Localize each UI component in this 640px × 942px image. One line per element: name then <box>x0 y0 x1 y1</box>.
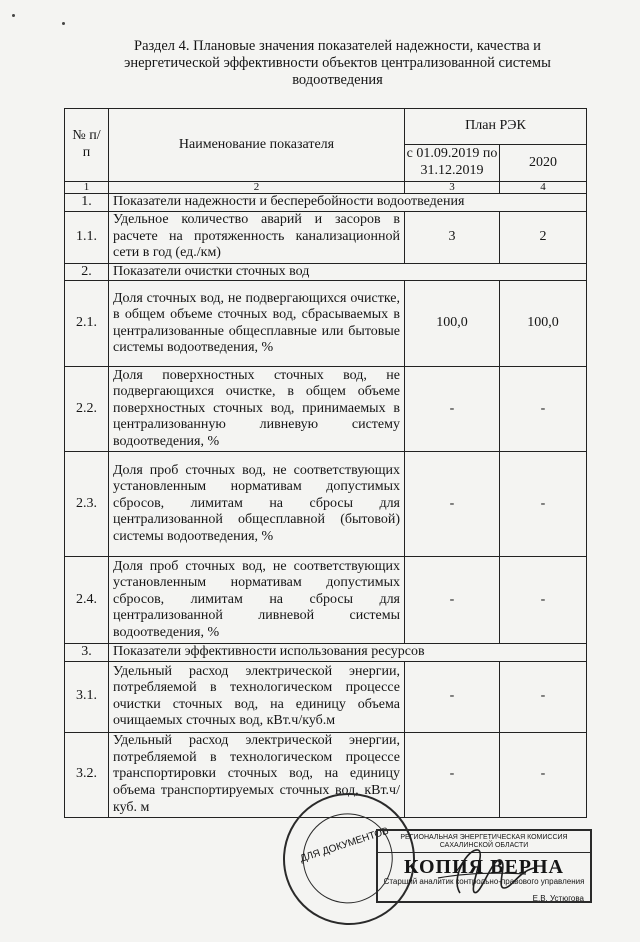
stamp-certified-copy: КОПИЯ ВЕРНА <box>403 856 564 878</box>
row-number: 3. <box>65 644 109 662</box>
header-period: с 01.09.2019 по 31.12.2019 <box>405 145 500 182</box>
plan-value-2020: 100,0 <box>500 281 587 367</box>
colnum: 4 <box>500 182 587 194</box>
plan-value-2020: - <box>500 732 587 817</box>
indicators-table <box>64 108 587 818</box>
indicator-name: Доля проб сточных вод, не соответствующих установленным нормативам допустимых сбросов, лимитам на сбросы для централизованной ливневой системы водоотведения, % <box>109 557 405 644</box>
plan-value-period: 3 <box>405 211 500 263</box>
scan-speck <box>62 22 65 25</box>
indicator-name: Показатели надежности и бесперебойности водоотведения <box>109 194 587 212</box>
row-number: 1. <box>65 194 109 212</box>
indicator-name: Доля проб сточных вод, не соответствующих установленным нормативам допустимых сбросов, лимитам на сбросы для централизованной общесплавной (бытовой) системы водоотведения, % <box>109 452 405 557</box>
indicator-row <box>65 452 587 557</box>
header-no: № п/п <box>65 109 109 182</box>
plan-value-period: 100,0 <box>405 281 500 367</box>
plan-value-2020: - <box>500 557 587 644</box>
row-number: 2.1. <box>65 281 109 367</box>
plan-value-2020: 2 <box>500 211 587 263</box>
plan-value-2020: - <box>500 367 587 452</box>
plan-value-2020: - <box>500 661 587 732</box>
plan-value-period: - <box>405 367 500 452</box>
stamp-organization: РЕГИОНАЛЬНАЯ ЭНЕРГЕТИЧЕСКАЯ КОМИССИЯ САХАЛИНСКОЙ ОБЛАСТИ <box>378 834 590 853</box>
plan-value-period: - <box>405 452 500 557</box>
plan-value-period: - <box>405 661 500 732</box>
indicator-name: Доля сточных вод, не подвергающихся очистке, в общем объеме сточных вод, сбрасываемых в централизованные общесплавные или бытовые системы водоотведения, % <box>109 281 405 367</box>
indicator-name: Показатели эффективности использования ресурсов <box>109 644 587 662</box>
header-year: 2020 <box>500 145 587 182</box>
indicator-name: Доля поверхностных сточных вод, не подвергающихся очистке, в общем объеме поверхностных сточных вод, принимаемых в централизованную ливневую систему водоотведения, % <box>109 367 405 452</box>
indicator-row <box>65 557 587 644</box>
indicator-name: Удельное количество аварий и засоров в расчете на протяженность канализационной сети в год (ед./км) <box>109 211 405 263</box>
indicator-name: Удельный расход электрической энергии, потребляемой в технологическом процессе транспортировки сточных вод, на единицу объема транспортируемых сточных вод, кВт.ч/куб. м <box>109 732 405 817</box>
row-number: 3.2. <box>65 732 109 817</box>
colnum: 2 <box>109 182 405 194</box>
row-number: 3.1. <box>65 661 109 732</box>
stamp-signer: Е.В. Устюгова <box>532 894 584 903</box>
handwritten-signature <box>430 838 540 900</box>
section-row <box>65 644 587 662</box>
row-number: 2.4. <box>65 557 109 644</box>
plan-value-period: - <box>405 732 500 817</box>
colnum: 1 <box>65 182 109 194</box>
plan-value-period: - <box>405 557 500 644</box>
indicator-row <box>65 211 587 263</box>
colnum: 3 <box>405 182 500 194</box>
section-title: Раздел 4. Плановые значения показателей надежности, качества и энергетической эффективности объектов централизованной системы водоотведения <box>124 38 551 88</box>
indicator-row <box>65 367 587 452</box>
indicator-row <box>65 281 587 367</box>
header-plan: План РЭК <box>405 109 587 145</box>
indicator-row <box>65 661 587 732</box>
section-row <box>65 194 587 212</box>
round-seal-text: ДЛЯ ДОКУМЕНТОВ <box>298 825 391 865</box>
row-number: 2.3. <box>65 452 109 557</box>
scan-speck <box>12 14 15 17</box>
row-number: 2.2. <box>65 367 109 452</box>
row-number: 2. <box>65 263 109 281</box>
row-number: 1.1. <box>65 211 109 263</box>
indicator-name: Показатели очистки сточных вод <box>109 263 587 281</box>
indicator-name: Удельный расход электрической энергии, потребляемой в технологическом процессе очистки сточных вод, на единицу объема очищаемых сточных вод, кВт.ч/куб.м <box>109 661 405 732</box>
plan-value-2020: - <box>500 452 587 557</box>
header-name: Наименование показателя <box>109 109 405 182</box>
section-row <box>65 263 587 281</box>
stamp-position: Старший аналитик контрольно-правового управления <box>383 877 585 886</box>
